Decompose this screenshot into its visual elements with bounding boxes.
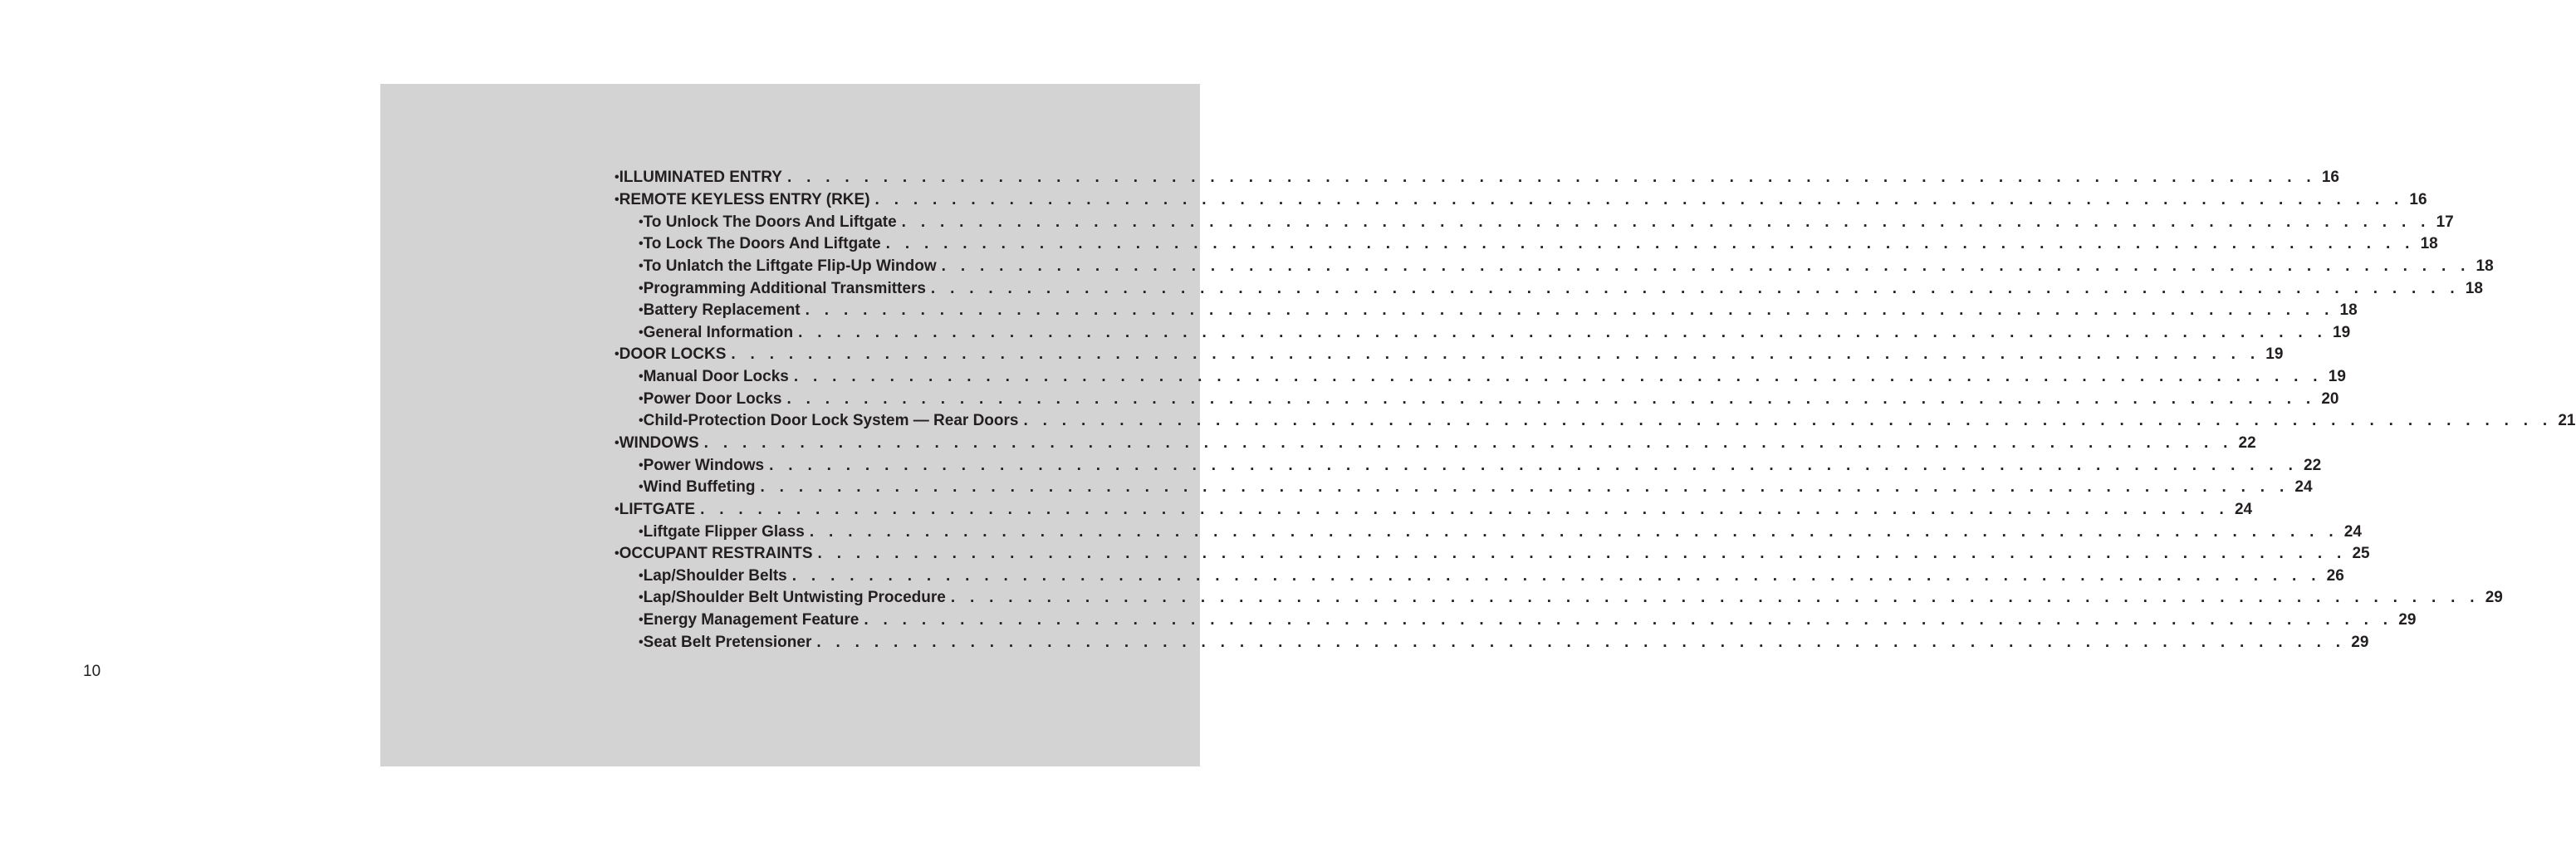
bullet-icon: • (639, 568, 644, 583)
bullet-icon: • (639, 325, 644, 340)
toc-entry[interactable] (615, 211, 2454, 233)
toc-entry[interactable] (615, 499, 2253, 521)
dot-leader: . . . . . . . . . . . . . . . . . . . . . . . . . . . . . . . . . . . . . . . . . . . . . . . . . . . . . . . . . . . . . . . . . . . . . . . . . . . . . . . . (817, 545, 2347, 563)
toc-entry-title: OCCUPANT RESTRAINTS (619, 545, 813, 563)
dot-leader: . . . . . . . . . . . . . . . . . . . . . . . . . . . . . . . . . . . . . . . . . . . . . . . . . . . . . . . . . . . . . . . . . . . . . . . . . . . . . . . . (769, 456, 2299, 474)
bullet-icon: • (615, 436, 620, 450)
toc-entry-page: 18 (2476, 257, 2494, 275)
dot-leader: . . . . . . . . . . . . . . . . . . . . . . . . . . . . . . . . . . . . . . . . . . . . . . . . . . . . . . . . . . . . . . . . . . . . . . . . . . . . . . . . (786, 169, 2316, 187)
toc-entry-title: Lap/Shoulder Belts (643, 566, 787, 585)
toc-entry[interactable] (615, 277, 2483, 300)
bullet-icon: • (615, 546, 620, 561)
toc-entry-title: To Unlock The Doors And Liftgate (643, 213, 897, 231)
toc-entry-title: ILLUMINATED ENTRY (619, 169, 782, 187)
dot-leader: . . . . . . . . . . . . . . . . . . . . . . . . . . . . . . . . . . . . . . . . . . . . . . . . . . . . . . . . . . . . . . . . . . . . . . . . . . . . . . . . (930, 279, 2460, 297)
toc-entry-page: 26 (2326, 566, 2344, 585)
dot-leader: . . . . . . . . . . . . . . . . . . . . . . . . . . . . . . . . . . . . . . . . . . . . . . . . . . . . . . . . . . . . . . . . . . . . . . . . . . . . . . . . (816, 633, 2346, 651)
toc-entry[interactable] (615, 610, 2417, 632)
bullet-icon: • (639, 281, 644, 296)
toc-entry-page: 29 (2351, 633, 2369, 651)
page-number: 10 (83, 663, 101, 680)
dot-leader: . . . . . . . . . . . . . . . . . . . . . . . . . . . . . . . . . . . . . . . . . . . . . . . . . . . . . . . . . . . . . . . . . . . . . . . . . . . . . . . . (1023, 412, 2553, 430)
dot-leader: . . . . . . . . . . . . . . . . . . . . . . . . . . . . . . . . . . . . . . . . . . . . . . . . . . . . . . . . . . . . . . . . . . . . . . . . . . . . . . . . (791, 566, 2321, 585)
toc-entry-title: Power Door Locks (643, 389, 782, 408)
toc-entry-title: Lap/Shoulder Belt Untwisting Procedure (643, 589, 946, 607)
toc-entry-title: Seat Belt Pretensioner (643, 633, 812, 651)
toc-entry-page: 24 (2343, 522, 2362, 541)
bullet-icon: • (615, 192, 620, 207)
bullet-icon: • (639, 634, 644, 649)
toc-entry-title: Wind Buffeting (643, 478, 756, 497)
toc-entry[interactable] (615, 300, 2358, 322)
toc-entry-title: Battery Replacement (643, 301, 801, 320)
toc-entry-title: Energy Management Feature (643, 611, 859, 629)
dot-leader: . . . . . . . . . . . . . . . . . . . . . . . . . . . . . . . . . . . . . . . . . . . . . . . . . . . . . . . . . . . . . . . . . . . . . . . . . . . . . . . . (700, 500, 2230, 518)
bullet-icon: • (639, 370, 644, 384)
toc-entry[interactable] (615, 366, 2346, 389)
toc-entry[interactable] (615, 566, 2344, 588)
dot-leader: . . . . . . . . . . . . . . . . . . . . . . . . . . . . . . . . . . . . . . . . . . . . . . . . . . . . . . . . . . . . . . . . . . . . . . . . . . . . . . . . (793, 368, 2323, 386)
dot-leader: . . . . . . . . . . . . . . . . . . . . . . . . . . . . . . . . . . . . . . . . . . . . . . . . . . . . . . . . . . . . . . . . . . . . . . . . . . . . . . . . (786, 389, 2316, 408)
bullet-icon: • (639, 391, 644, 406)
toc-entry-page: 19 (2328, 368, 2346, 386)
toc-entry-page: 19 (2265, 345, 2284, 364)
table-of-contents (615, 167, 2576, 654)
dot-leader: . . . . . . . . . . . . . . . . . . . . . . . . . . . . . . . . . . . . . . . . . . . . . . . . . . . . . . . . . . . . . . . . . . . . . . . . . . . . . . . . (703, 434, 2233, 452)
bullet-icon: • (639, 458, 644, 473)
toc-entry[interactable] (615, 477, 2313, 499)
toc-entry[interactable] (615, 454, 2322, 477)
toc-entry-page: 19 (2333, 323, 2351, 341)
toc-entry-title: Programming Additional Transmitters (643, 279, 926, 297)
dot-leader: . . . . . . . . . . . . . . . . . . . . . . . . . . . . . . . . . . . . . . . . . . . . . . . . . . . . . . . . . . . . . . . . . . . . . . . . . . . . . . . . (885, 235, 2415, 253)
bullet-icon: • (639, 613, 644, 628)
toc-entry-page: 25 (2352, 545, 2370, 563)
toc-entry-page: 18 (2420, 235, 2438, 253)
dot-leader: . . . . . . . . . . . . . . . . . . . . . . . . . . . . . . . . . . . . . . . . . . . . . . . . . . . . . . . . . . . . . . . . . . . . . . . . . . . . . . . . (874, 190, 2404, 208)
bullet-icon: • (639, 258, 644, 273)
dot-leader: . . . . . . . . . . . . . . . . . . . . . . . . . . . . . . . . . . . . . . . . . . . . . . . . . . . . . . . . . . . . . . . . . . . . . . . . . . . . . . . . (950, 589, 2480, 607)
toc-entry[interactable] (615, 631, 2369, 654)
toc-entry-page: 21 (2558, 412, 2576, 430)
bullet-icon: • (639, 303, 644, 318)
toc-entry-page: 18 (2339, 301, 2358, 320)
toc-entry-title: To Lock The Doors And Liftgate (643, 235, 881, 253)
toc-entry[interactable] (615, 189, 2427, 212)
toc-entry-page: 24 (2234, 500, 2253, 518)
toc-entry[interactable] (615, 587, 2503, 610)
toc-entry-page: 29 (2485, 589, 2503, 607)
bullet-icon: • (639, 480, 644, 495)
toc-entry-title: DOOR LOCKS (619, 345, 727, 364)
toc-entry[interactable] (615, 167, 2339, 189)
toc-entry-title: LIFTGATE (619, 500, 696, 518)
dot-leader: . . . . . . . . . . . . . . . . . . . . . . . . . . . . . . . . . . . . . . . . . . . . . . . . . . . . . . . . . . . . . . . . . . . . . . . . . . . . . . . . (864, 611, 2393, 629)
bullet-icon: • (615, 502, 620, 517)
dot-leader: . . . . . . . . . . . . . . . . . . . . . . . . . . . . . . . . . . . . . . . . . . . . . . . . . . . . . . . . . . . . . . . . . . . . . . . . . . . . . . . . (901, 213, 2431, 231)
toc-entry[interactable] (615, 321, 2351, 344)
toc-entry-title: To Unlatch the Liftgate Flip-Up Window (643, 257, 937, 275)
bullet-icon: • (639, 414, 644, 428)
toc-entry-title: Child-Protection Door Lock System — Rear Doors (643, 412, 1019, 430)
dot-leader: . . . . . . . . . . . . . . . . . . . . . . . . . . . . . . . . . . . . . . . . . . . . . . . . . . . . . . . . . . . . . . . . . . . . . . . . . . . . . . . . (798, 323, 2328, 341)
toc-entry[interactable] (615, 388, 2339, 410)
toc-entry-page: 22 (2304, 456, 2322, 474)
bullet-icon: • (639, 237, 644, 252)
toc-entry[interactable] (615, 521, 2362, 543)
toc-entry[interactable] (615, 233, 2438, 256)
toc-entry-page: 22 (2238, 434, 2256, 452)
toc-entry-page: 29 (2398, 611, 2417, 629)
bullet-icon: • (639, 590, 644, 605)
toc-entry-title: Manual Door Locks (643, 368, 789, 386)
toc-entry-title: WINDOWS (619, 434, 699, 452)
toc-entry-page: 20 (2321, 389, 2339, 408)
toc-entry[interactable] (615, 410, 2576, 433)
toc-entry[interactable] (615, 256, 2494, 278)
toc-entry-page: 16 (2321, 169, 2339, 187)
toc-entry-page: 24 (2294, 478, 2313, 497)
toc-entry-title: General Information (643, 323, 794, 341)
toc-entry[interactable] (615, 543, 2370, 566)
bullet-icon: • (639, 214, 644, 229)
toc-entry[interactable] (615, 344, 2284, 366)
toc-entry[interactable] (615, 433, 2256, 455)
dot-leader: . . . . . . . . . . . . . . . . . . . . . . . . . . . . . . . . . . . . . . . . . . . . . . . . . . . . . . . . . . . . . . . . . . . . . . . . . . . . . . . . (805, 301, 2334, 320)
bullet-icon: • (615, 170, 620, 185)
toc-entry-title: REMOTE KEYLESS ENTRY (RKE) (619, 190, 870, 208)
dot-leader: . . . . . . . . . . . . . . . . . . . . . . . . . . . . . . . . . . . . . . . . . . . . . . . . . . . . . . . . . . . . . . . . . . . . . . . . . . . . . . . . (941, 257, 2471, 275)
toc-entry-page: 17 (2436, 213, 2454, 231)
dot-leader: . . . . . . . . . . . . . . . . . . . . . . . . . . . . . . . . . . . . . . . . . . . . . . . . . . . . . . . . . . . . . . . . . . . . . . . . . . . . . . . . (809, 522, 2338, 541)
bullet-icon: • (639, 524, 644, 539)
toc-entry-title: Power Windows (643, 456, 765, 474)
bullet-icon: • (615, 347, 620, 362)
toc-entry-page: 16 (2409, 190, 2427, 208)
dot-leader: . . . . . . . . . . . . . . . . . . . . . . . . . . . . . . . . . . . . . . . . . . . . . . . . . . . . . . . . . . . . . . . . . . . . . . . . . . . . . . . . (760, 478, 2290, 497)
toc-entry-title: Liftgate Flipper Glass (643, 522, 805, 541)
dot-leader: . . . . . . . . . . . . . . . . . . . . . . . . . . . . . . . . . . . . . . . . . . . . . . . . . . . . . . . . . . . . . . . . . . . . . . . . . . . . . . . . (731, 345, 2260, 364)
toc-entry-page: 18 (2465, 279, 2483, 297)
